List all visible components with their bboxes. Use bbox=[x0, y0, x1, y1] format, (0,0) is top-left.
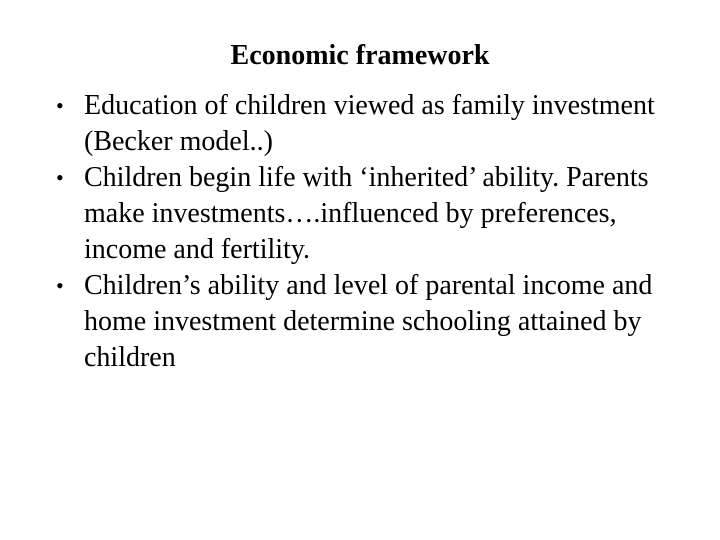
bullet-icon: • bbox=[56, 273, 64, 298]
bullet-item bbox=[54, 268, 694, 376]
bullet-icon: • bbox=[56, 165, 64, 190]
bullet-icon: • bbox=[56, 93, 64, 118]
bullet-text: Children begin life with ‘inherited’ ability. Parents make investments….influenced by preferences, income and fertility. bbox=[84, 162, 649, 265]
bullet-item bbox=[54, 88, 694, 160]
bullet-text: Education of children viewed as family investment (Becker model..) bbox=[84, 90, 655, 157]
slide-title: Economic framework bbox=[230, 40, 490, 71]
bullet-list bbox=[54, 88, 694, 376]
bullet-item bbox=[54, 160, 694, 268]
bullet-text: Children’s ability and level of parental income and home investment determine schooling attained by children bbox=[84, 270, 653, 373]
